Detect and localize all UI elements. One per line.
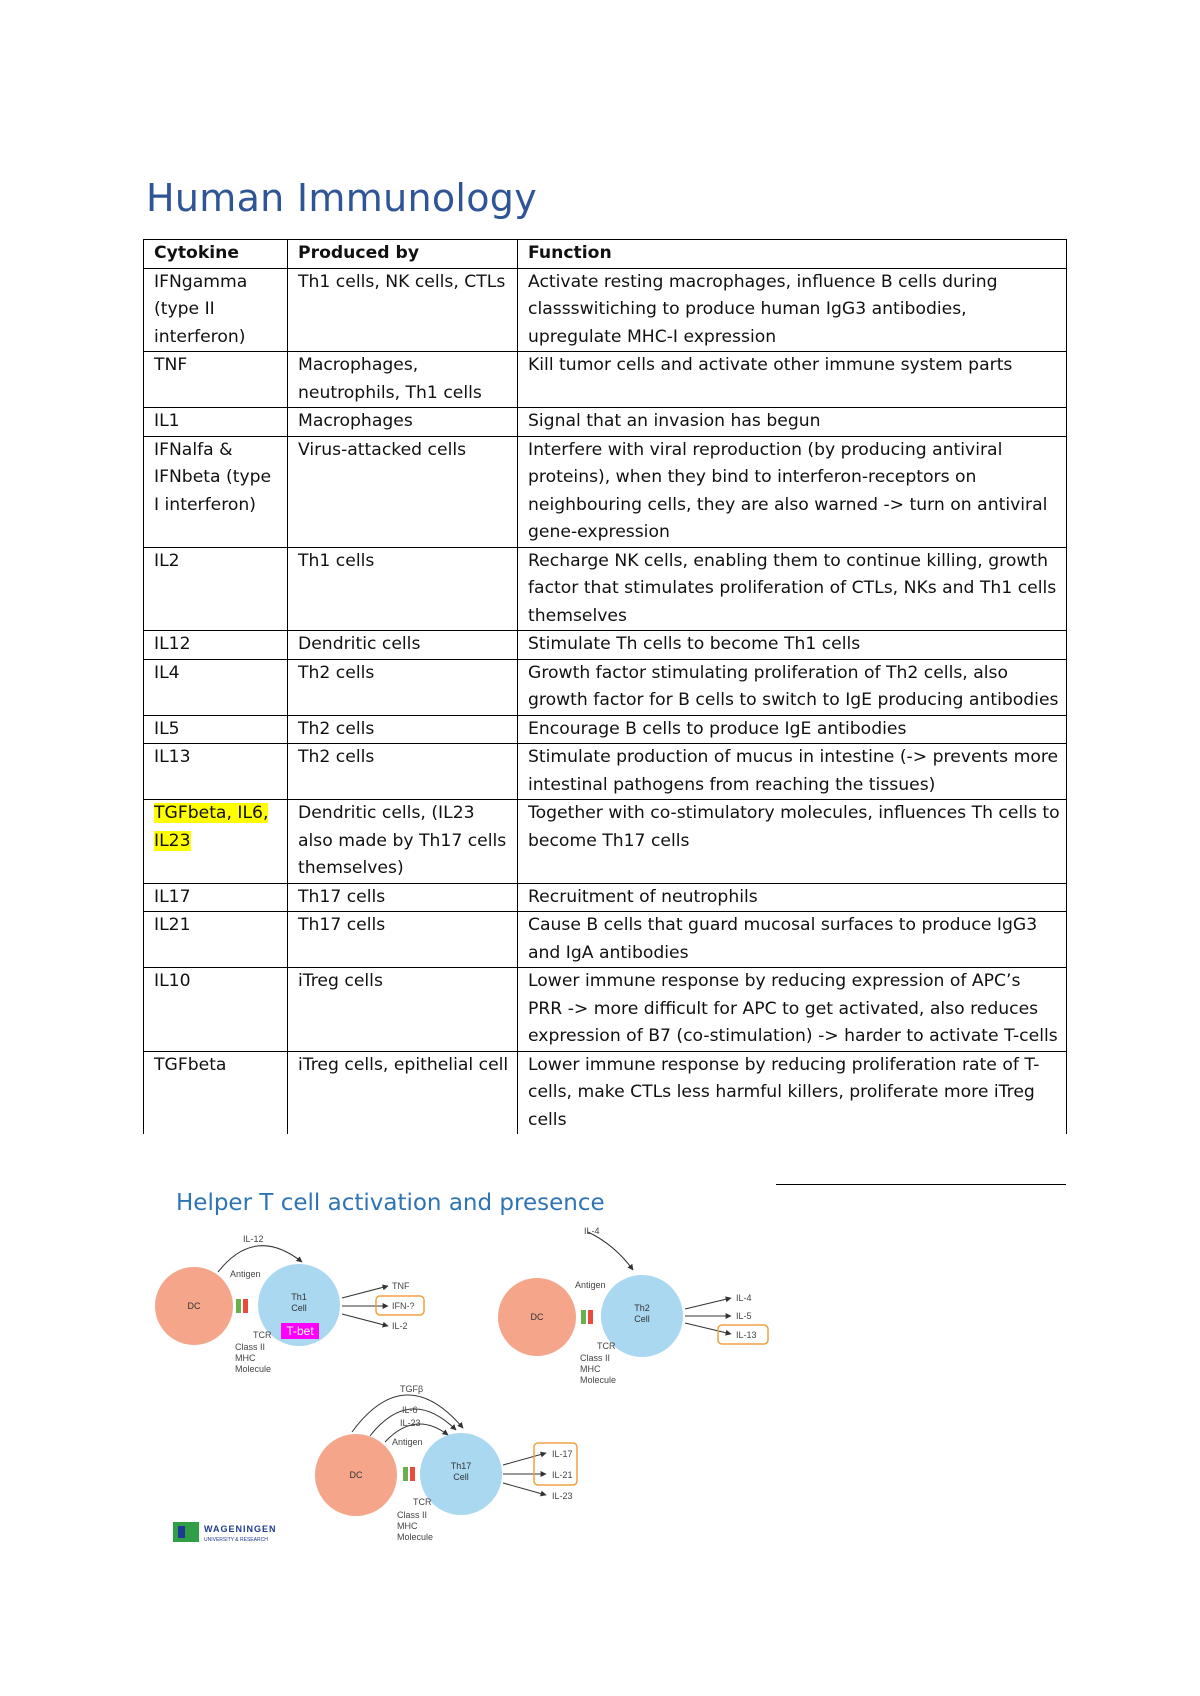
th2-output-arrow-1 <box>685 1298 731 1309</box>
table-row <box>144 408 1067 437</box>
th1-mhc-label-1: Class II <box>235 1342 266 1352</box>
th2-panel <box>498 1226 768 1385</box>
section-heading: Helper T cell activation and presence <box>176 1190 605 1216</box>
table-bottom-line <box>776 1184 1066 1185</box>
cell-cytokine: IL13 <box>144 744 288 800</box>
cell-produced-by: Th1 cells, NK cells, CTLs <box>288 268 518 352</box>
cell-produced-by: Th2 cells <box>288 659 518 715</box>
cell-cytokine: TNF <box>144 352 288 408</box>
cell-cytokine: IL17 <box>144 883 288 912</box>
cell-function: Recharge NK cells, enabling them to continue killing, growth factor that stimulates proliferation of CTLs, NKs and Th1 cells themselves <box>518 547 1067 631</box>
th17-mhc-label-2: MHC <box>397 1521 418 1531</box>
th2-output-1: IL-4 <box>736 1293 752 1303</box>
th2-cell-label-1: Th2 <box>634 1303 650 1313</box>
th17-dc-label: DC <box>349 1470 363 1480</box>
cell-function: Kill tumor cells and activate other immune system parts <box>518 352 1067 408</box>
th2-cell-label-2: Cell <box>634 1314 650 1324</box>
tbet-label: T-bet <box>286 1324 314 1338</box>
th1-output-2: IFN-? <box>392 1301 415 1311</box>
cell-produced-by: iTreg cells, epithelial cell <box>288 1051 518 1134</box>
th17-output-2: IL-21 <box>552 1470 573 1480</box>
th17-antigen-label: Antigen <box>392 1437 423 1447</box>
th2-input-label: IL-4 <box>584 1226 600 1236</box>
table-row <box>144 883 1067 912</box>
table-row <box>144 800 1067 884</box>
th1-cell-label-2: Cell <box>291 1303 307 1313</box>
th17-mhc-bar <box>403 1467 408 1481</box>
th2-mhc-bar <box>581 1310 586 1324</box>
cell-function: Interfere with viral reproduction (by producing antiviral proteins), when they bind to interferon-receptors on neighbouring cells, they are also warned -> turn on antiviral gene-expression <box>518 436 1067 547</box>
table-row <box>144 715 1067 744</box>
cell-function: Encourage B cells to produce IgE antibodies <box>518 715 1067 744</box>
th17-output-3: IL-23 <box>552 1491 573 1501</box>
cell-produced-by: Th2 cells <box>288 715 518 744</box>
th2-tcr-bar <box>588 1310 593 1324</box>
th1-output-arrow-3 <box>342 1314 388 1326</box>
th17-mhc-label-3: Molecule <box>397 1532 434 1542</box>
cell-function: Activate resting macrophages, influence B cells during classswitiching to produce human IgG3 antibodies, upregulate MHC-I expression <box>518 268 1067 352</box>
cell-cytokine: IL4 <box>144 659 288 715</box>
th1-mhc-label-2: MHC <box>235 1353 256 1363</box>
table-row <box>144 547 1067 631</box>
logo-name: WAGENINGEN <box>204 1524 277 1534</box>
table-row <box>144 1051 1067 1134</box>
th1-mhc-bar <box>236 1299 241 1313</box>
th17-output-1: IL-17 <box>552 1449 573 1459</box>
table-row <box>144 352 1067 408</box>
cell-produced-by: Th2 cells <box>288 744 518 800</box>
cell-function: Cause B cells that guard mucosal surfaces to produce IgG3 and IgA antibodies <box>518 912 1067 968</box>
th17-input-2: IL-6 <box>402 1405 418 1415</box>
th1-tcr-bar <box>243 1299 248 1313</box>
table-row <box>144 631 1067 660</box>
th2-output-3: IL-13 <box>736 1330 757 1340</box>
cell-cytokine: IL21 <box>144 912 288 968</box>
th1-cell-label-1: Th1 <box>291 1292 307 1302</box>
cytokine-table <box>143 239 1067 1134</box>
th2-tcr-label: TCR <box>597 1341 616 1351</box>
logo-mark <box>173 1522 199 1542</box>
cell-produced-by: Macrophages, neutrophils, Th1 cells <box>288 352 518 408</box>
cell-produced-by: Th17 cells <box>288 912 518 968</box>
th1-antigen-label: Antigen <box>230 1269 261 1279</box>
cell-produced-by: Th17 cells <box>288 883 518 912</box>
th17-cell-label-2: Cell <box>453 1472 469 1482</box>
table-row <box>144 436 1067 547</box>
table-row <box>144 268 1067 352</box>
cell-function: Lower immune response by reducing proliferation rate of T-cells, make CTLs less harmful killers, proliferate more iTreg cells <box>518 1051 1067 1134</box>
cell-produced-by: Virus-attacked cells <box>288 436 518 547</box>
th17-tcr-label: TCR <box>413 1497 432 1507</box>
cell-function: Signal that an invasion has begun <box>518 408 1067 437</box>
th17-cell-label-1: Th17 <box>450 1461 472 1471</box>
table-row <box>144 659 1067 715</box>
cell-cytokine: IL1 <box>144 408 288 437</box>
wageningen-logo <box>173 1522 277 1543</box>
th2-antigen-label: Antigen <box>575 1280 606 1290</box>
th2-mhc-label-1: Class II <box>580 1353 611 1363</box>
th2-dc-label: DC <box>530 1312 544 1322</box>
th17-mhc-label-1: Class II <box>397 1510 428 1520</box>
cell-function: Lower immune response by reducing expression of APC’s PRR -> more difficult for APC to get activated, also reduces expression of B7 (co-stimulation) -> harder to activate T-cells <box>518 968 1067 1052</box>
header-cytokine: Cytokine <box>144 240 288 269</box>
cell-cytokine: TGFbeta <box>144 1051 288 1134</box>
th1-output-1: TNF <box>392 1281 410 1291</box>
th17-panel <box>315 1384 577 1542</box>
th1-mhc-label-3: Molecule <box>235 1364 272 1374</box>
th2-output-2: IL-5 <box>736 1311 752 1321</box>
cell-cytokine: IL2 <box>144 547 288 631</box>
th1-output-3: IL-2 <box>392 1321 408 1331</box>
th2-mhc-label-3: Molecule <box>580 1375 617 1385</box>
th1-dc-label: DC <box>187 1301 201 1311</box>
header-function: Function <box>518 240 1067 269</box>
cell-function: Recruitment of neutrophils <box>518 883 1067 912</box>
th1-tcr-label: TCR <box>253 1330 272 1340</box>
th1-input-label: IL-12 <box>243 1234 264 1244</box>
cell-produced-by: Th1 cells <box>288 547 518 631</box>
table-header-row <box>144 240 1067 269</box>
cell-produced-by: iTreg cells <box>288 968 518 1052</box>
th1-panel <box>155 1234 424 1374</box>
page-title: Human Immunology <box>146 176 537 220</box>
cell-cytokine: IFNalfa & IFNbeta (type I interferon) <box>144 436 288 547</box>
cell-function: Together with co-stimulatory molecules, influences Th cells to become Th17 cells <box>518 800 1067 884</box>
table-row <box>144 912 1067 968</box>
cell-cytokine: IL5 <box>144 715 288 744</box>
cell-produced-by: Macrophages <box>288 408 518 437</box>
cell-produced-by: Dendritic cells, (IL23 also made by Th17 cells themselves) <box>288 800 518 884</box>
cell-produced-by: Dendritic cells <box>288 631 518 660</box>
cell-function: Stimulate Th cells to become Th1 cells <box>518 631 1067 660</box>
th17-input-1: TGFβ <box>400 1384 424 1394</box>
header-produced-by: Produced by <box>288 240 518 269</box>
th2-mhc-label-2: MHC <box>580 1364 601 1374</box>
cell-cytokine: IL12 <box>144 631 288 660</box>
highlighted-cytokine: TGFbeta, IL6, IL23 <box>154 803 269 851</box>
th17-input-3: IL-23 <box>400 1418 421 1428</box>
logo-subtitle: UNIVERSITY & RESEARCH <box>204 1537 268 1543</box>
th17-output-arrow-1 <box>503 1453 546 1465</box>
table-row <box>144 744 1067 800</box>
th17-tcr-bar <box>410 1467 415 1481</box>
cell-cytokine: IFNgamma (type II interferon) <box>144 268 288 352</box>
cell-function: Stimulate production of mucus in intestine (-> prevents more intestinal pathogens from reaching the tissues) <box>518 744 1067 800</box>
th2-input-arrow <box>588 1232 633 1270</box>
cell-cytokine: IL10 <box>144 968 288 1052</box>
cell-function: Growth factor stimulating proliferation of Th2 cells, also growth factor for B cells to switch to IgE producing antibodies <box>518 659 1067 715</box>
helper-t-cell-diagram <box>0 1220 1200 1560</box>
cell-cytokine <box>144 800 288 884</box>
table-row <box>144 968 1067 1052</box>
